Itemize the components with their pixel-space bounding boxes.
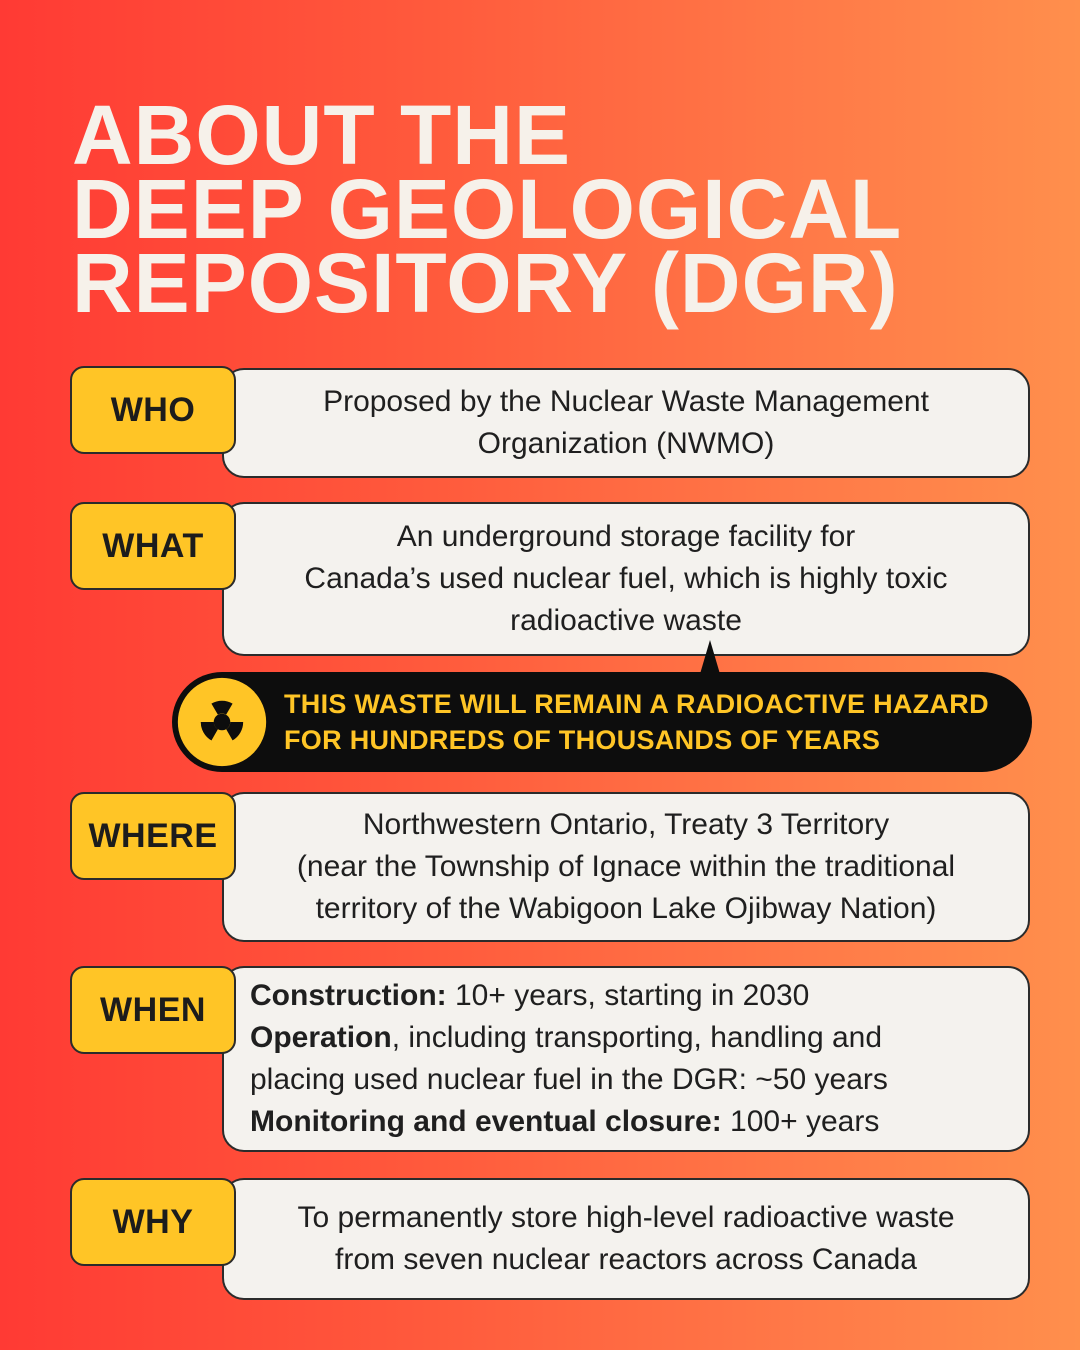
operation-label: Operation (250, 1021, 392, 1054)
construction-text: 10+ years, starting in 2030 (446, 979, 810, 1012)
when-tag: WHEN (70, 966, 236, 1054)
who-box (222, 368, 1030, 478)
what-line: radioactive waste (510, 604, 742, 637)
when-operation-cont: placing used nuclear fuel in the DGR: ~50 years (250, 1063, 888, 1096)
hazard-pointer (700, 640, 720, 674)
what-line: An underground storage facility for (396, 520, 856, 553)
where-tag: WHERE (70, 792, 236, 880)
where-line: Northwestern Ontario, Treaty 3 Territory (362, 808, 890, 841)
who-line: Organization (NWMO) (477, 427, 775, 460)
where-line: territory of the Wabigoon Lake Ojibway Nation) (315, 892, 937, 925)
radiation-icon (176, 676, 268, 768)
why-tag: WHY (70, 1178, 236, 1266)
who-line: Proposed by the Nuclear Waste Management (323, 385, 929, 418)
who-tag: WHO (70, 366, 236, 454)
operation-text: , including transporting, handling and (391, 1021, 883, 1054)
what-line: Canada’s used nuclear fuel, which is highly toxic (304, 562, 948, 595)
construction-label: Construction: (250, 979, 447, 1012)
when-monitoring (250, 1101, 1008, 1143)
hazard-line-1: THIS WASTE WILL REMAIN A RADIOACTIVE HAZARD (284, 689, 989, 719)
what-box (222, 502, 1030, 656)
hazard-message (284, 686, 989, 758)
where-box (222, 792, 1030, 942)
when-box (222, 966, 1030, 1152)
title-line-2: DEEP GEOLOGICAL (72, 162, 903, 256)
where-line: (near the Township of Ignace within the traditional (296, 850, 956, 883)
title-line-1: ABOUT THE (72, 88, 571, 182)
monitoring-text: 100+ years (721, 1105, 880, 1138)
when-construction (250, 975, 1008, 1017)
why-line: from seven nuclear reactors across Canada (335, 1243, 917, 1276)
page-title (72, 88, 903, 330)
hazard-line-2: FOR HUNDREDS OF THOUSANDS OF YEARS (284, 725, 881, 755)
monitoring-label: Monitoring and eventual closure: (250, 1105, 722, 1138)
what-tag: WHAT (70, 502, 236, 590)
when-operation (250, 1017, 1008, 1059)
title-line-3: REPOSITORY (DGR) (72, 236, 899, 330)
why-line: To permanently store high-level radioactive waste (297, 1201, 955, 1234)
why-box (222, 1178, 1030, 1300)
